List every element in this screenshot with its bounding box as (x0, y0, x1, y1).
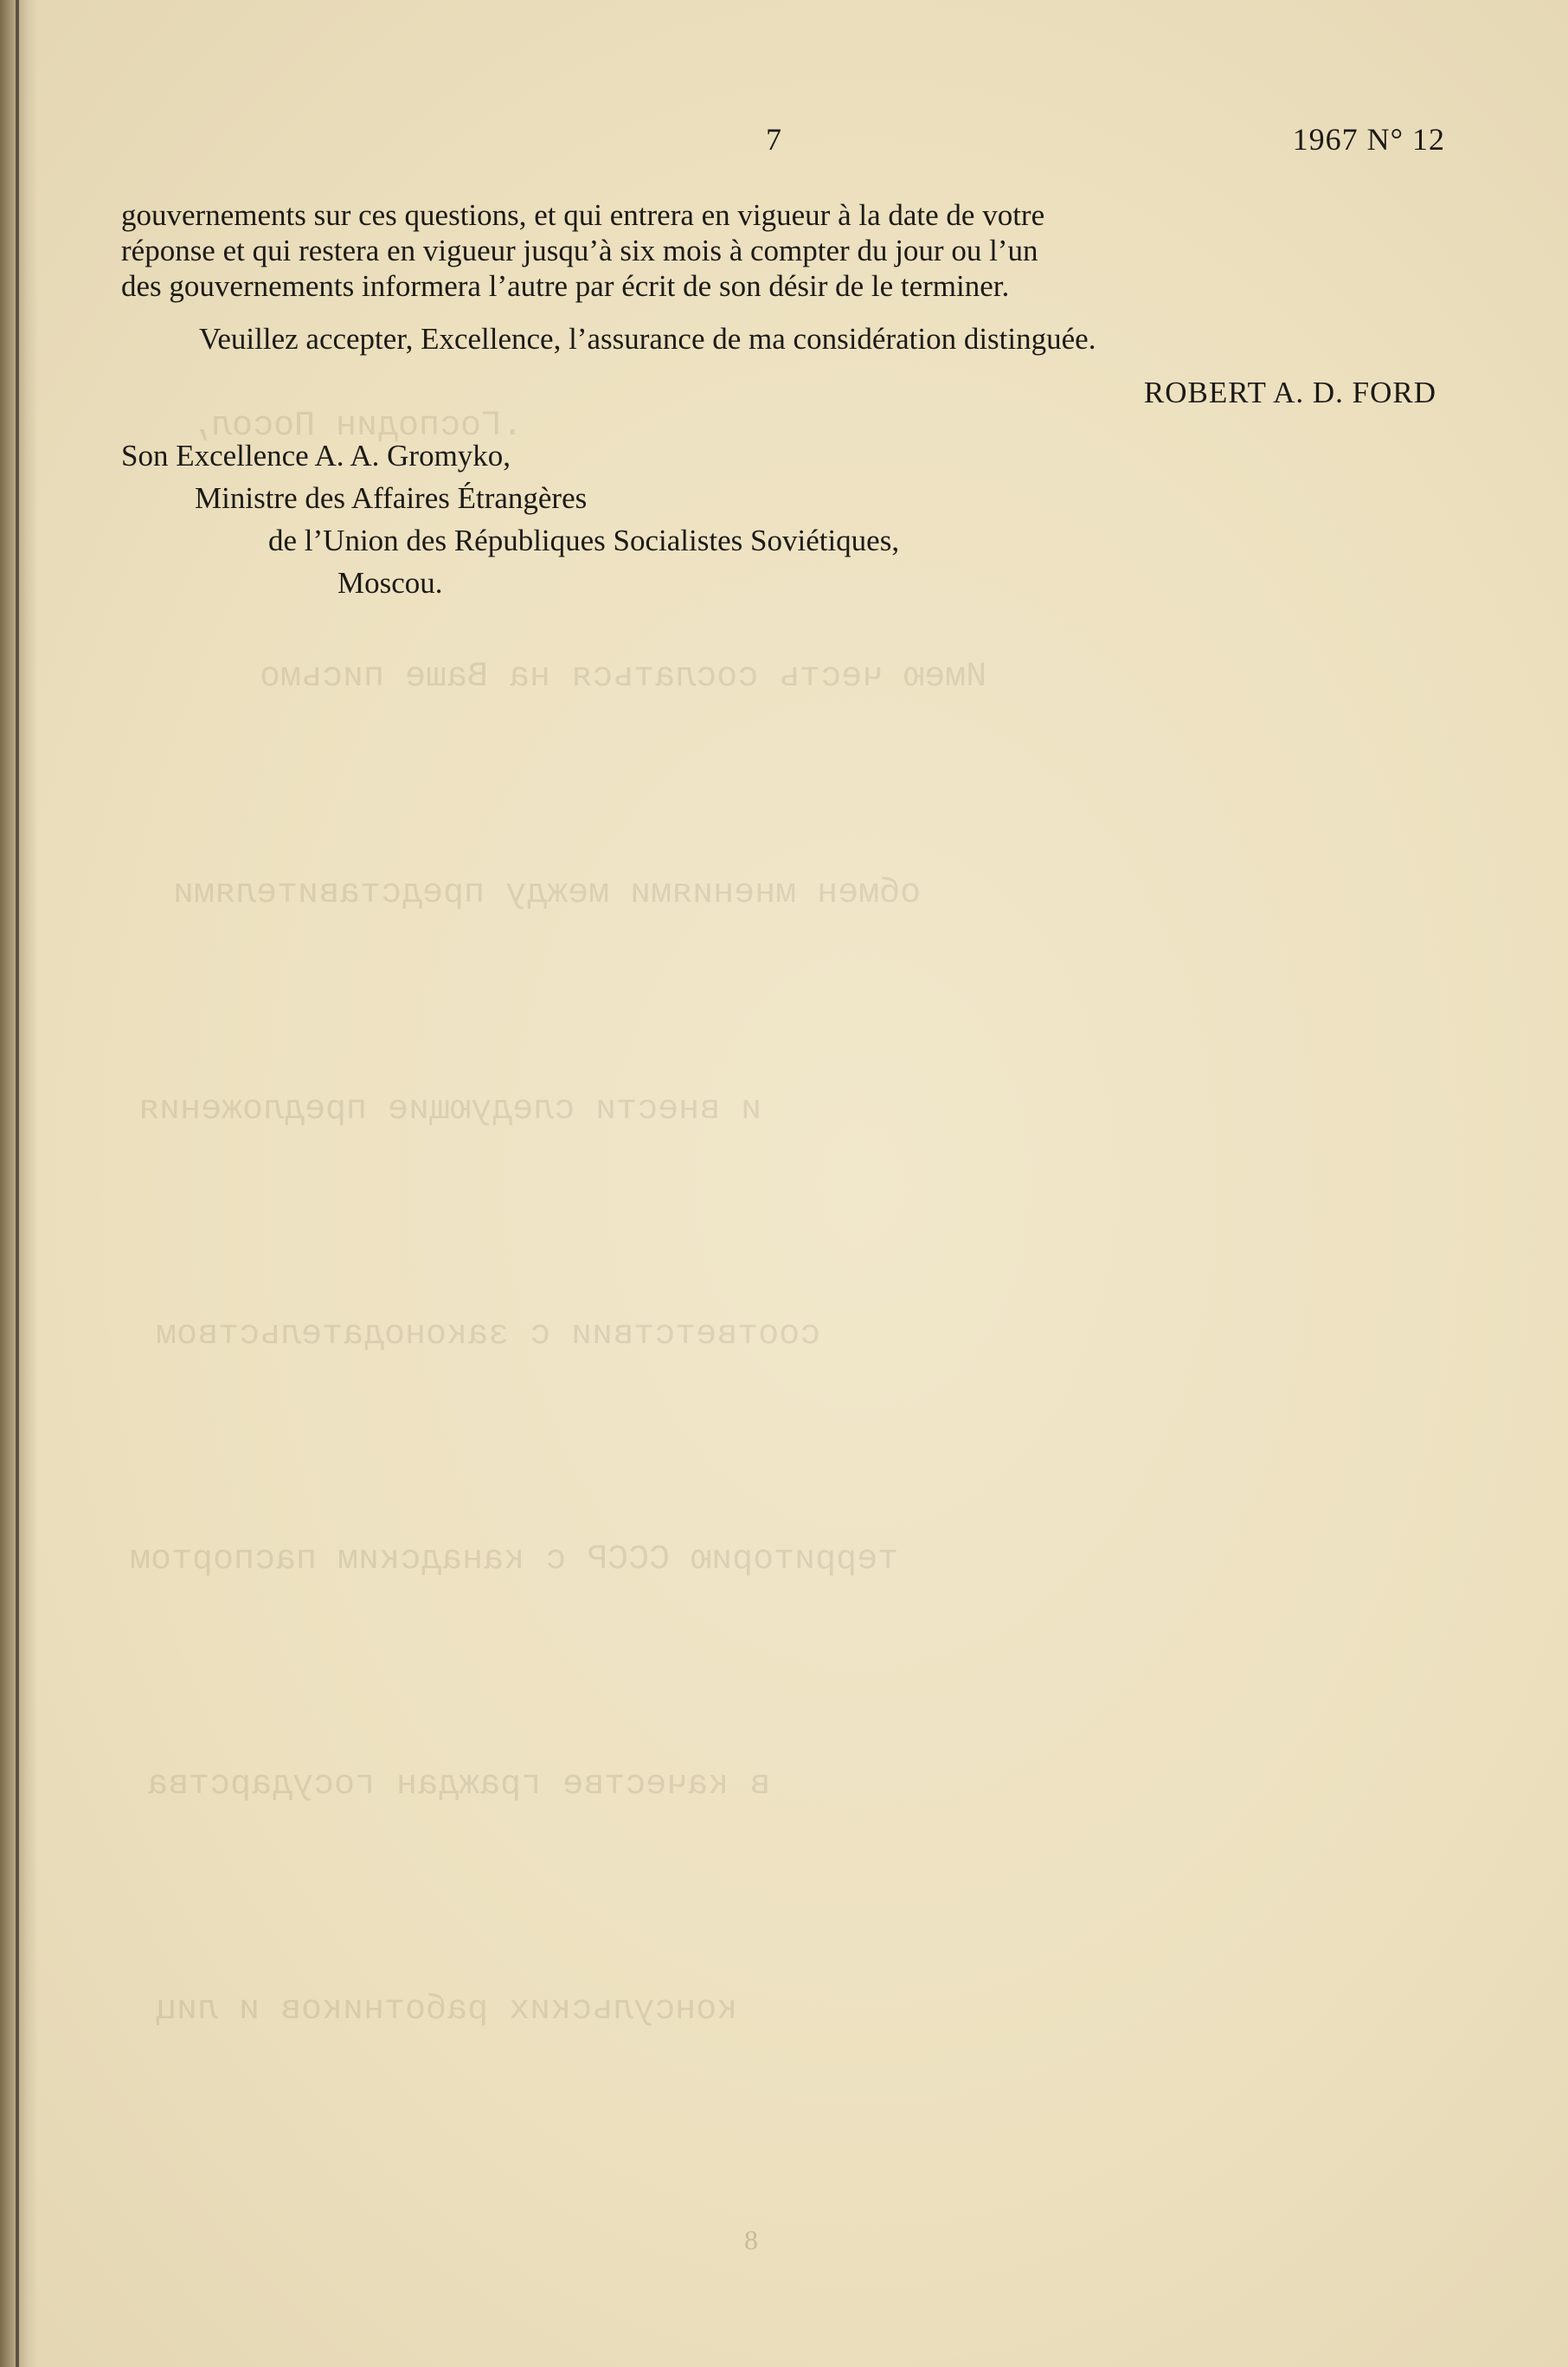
binding-edge (16, 0, 19, 2367)
letter-body (121, 197, 1436, 604)
show-through-text: обмен мнениями между представителями (173, 874, 922, 913)
addressee-line: de l’Union des Républiques Socialistes Soviétiques, (268, 524, 900, 557)
text-line: des gouvernements informera l’autre par écrit de son désir de le terminer. (121, 269, 1010, 303)
show-through-text: Имею честь сослаться на Ваше письмо (260, 658, 987, 697)
show-through-text: соответствии с законодательством (156, 1315, 821, 1354)
text-line: gouvernements sur ces questions, et qui entrera en vigueur à la date de votre (121, 198, 1045, 232)
book-spine-shadow (0, 0, 38, 2367)
show-through-text: и внести следующие предложения (138, 1090, 762, 1129)
signature: ROBERT A. D. FORD (1143, 376, 1436, 409)
page-number: 7 (766, 122, 781, 157)
show-through-text: территорию СССР с канадским паспортом (130, 1540, 899, 1579)
reverse-page-number: 8 (744, 2224, 758, 2255)
addressee-line: Moscou. (337, 566, 443, 600)
page-header (121, 121, 1445, 164)
paragraph (121, 197, 1436, 304)
show-through-text: консульских работников и лиц (156, 1991, 738, 2029)
volume-reference: 1967 N° 12 (1292, 122, 1445, 157)
addressee-block (121, 434, 1436, 604)
addressee-line: Ministre des Affaires Étrangères (195, 481, 588, 515)
text-line: réponse et qui restera en vigueur jusqu’à six mois à compter du jour ou l’un (121, 234, 1038, 267)
show-through-text: в качестве граждан государства (147, 1766, 771, 1804)
closing-formula: Veuillez accepter, Excellence, l’assurance de ma considération distinguée. (199, 322, 1096, 356)
addressee-line: Son Excellence A. A. Gromyko, (121, 439, 511, 473)
show-through-text: .Господин Посол, (190, 407, 524, 446)
